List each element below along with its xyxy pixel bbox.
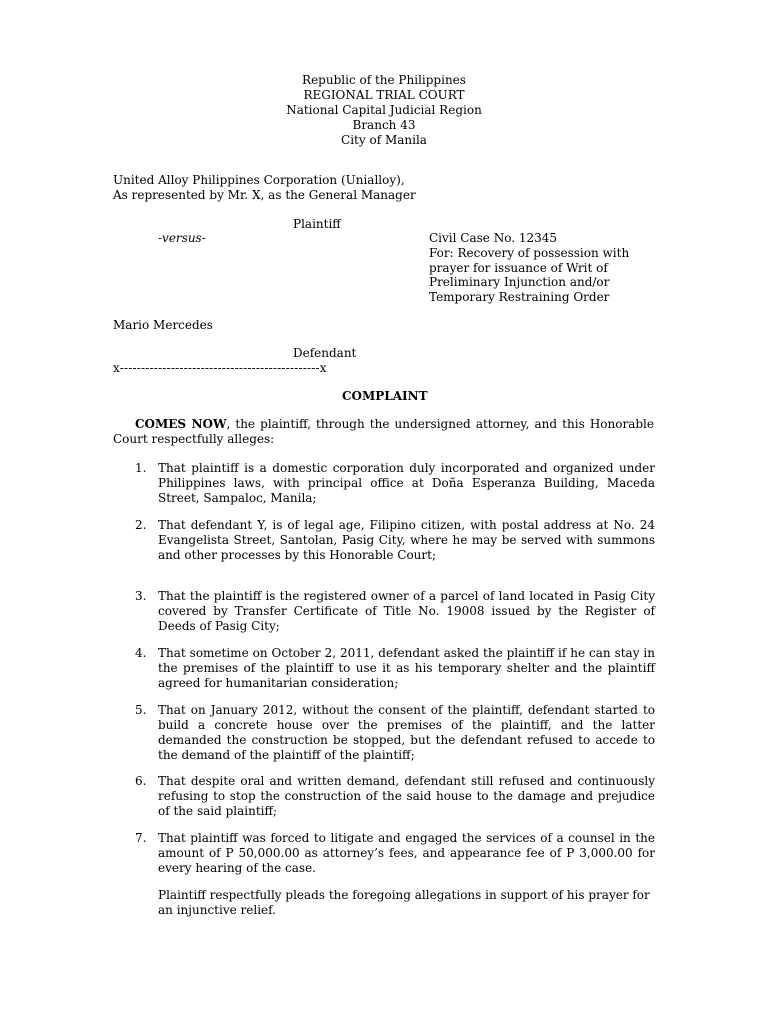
allegation-text: That defendant Y, is of legal age, Filipino citizen, with postal address at No. 24 Evangelista Street, Santolan, Pasig City, where he may be served with summons and other processes by this Honorable Court; <box>158 518 655 562</box>
court-header-line: Republic of the Philippines <box>302 73 466 87</box>
allegation-number: 2. <box>135 518 147 532</box>
allegation-text: That on January 2012, without the consent of the plaintiff, defendant started to build a concrete house over the premises of the plaintiff, and the latter demanded the construction be stopped, but the defendant refused to accede to the demand of the plaintiff of the plaintiff; <box>158 703 655 762</box>
court-header-line: National Capital Judicial Region <box>286 103 482 117</box>
allegation-text: That the plaintiff is the registered owner of a parcel of land located in Pasig City covered by Transfer Certificate of Title No. 19008 issued by the Register of Deeds of Pasig City; <box>158 589 655 633</box>
case-subject-line: prayer for issuance of Writ of <box>429 261 608 275</box>
plaintiff-representative: As represented by Mr. X, as the General Manager <box>113 188 416 202</box>
intro-paragraph <box>113 417 654 447</box>
versus-text: -versus- <box>158 231 206 245</box>
closing-paragraph: Plaintiff respectfully pleads the foregoing allegations in support of his prayer for an injunctive relief. <box>158 888 650 917</box>
court-header-line: Branch 43 <box>352 118 416 132</box>
allegation-text: That plaintiff was forced to litigate and engaged the services of a counsel in the amount of P 50,000.00 as attorney’s fees, and appearance fee of P 3,000.00 for every hearing of the case. <box>158 831 655 875</box>
allegation-text: That plaintiff is a domestic corporation duly incorporated and organized under Philippines laws, with principal office at Doña Esperanza Building, Maceda Street, Sampaloc, Manila; <box>158 461 655 505</box>
allegation-text: That despite oral and written demand, defendant still refused and continuously refusing to stop the construction of the said house to the damage and prejudice of the said plaintiff; <box>158 774 655 818</box>
court-header-line: City of Manila <box>341 133 427 147</box>
case-subject-line: Temporary Restraining Order <box>429 290 610 304</box>
allegation-number: 4. <box>135 646 147 660</box>
document-title: COMPLAINT <box>342 389 428 403</box>
case-number: Civil Case No. 12345 <box>429 231 558 245</box>
caption-separator: x-----------------------------------------------x <box>113 361 327 375</box>
allegation-number: 3. <box>135 589 147 603</box>
intro-lead: COMES NOW <box>135 417 227 431</box>
case-subject-line: Preliminary Injunction and/or <box>429 275 610 289</box>
case-subject-line: For: Recovery of possession with <box>429 246 630 260</box>
intro-text: , the plaintiff, through the undersigned attorney, and this Honorable Court respectfully alleges: <box>113 417 654 446</box>
allegation-number: 1. <box>135 461 147 475</box>
plaintiff-name: United Alloy Philippines Corporation (Unialloy), <box>113 173 405 187</box>
court-header <box>0 73 768 148</box>
defendant-name: Mario Mercedes <box>113 318 213 332</box>
defendant-label: Defendant <box>293 346 357 360</box>
court-header-line: REGIONAL TRIAL COURT <box>303 88 465 102</box>
allegation-number: 6. <box>135 774 147 788</box>
allegation-number: 5. <box>135 703 147 717</box>
allegation-number: 7. <box>135 831 147 845</box>
allegation-text: That sometime on October 2, 2011, defendant asked the plaintiff if he can stay in the premises of the plaintiff to use it as his temporary shelter and the plaintiff agreed for humanitarian consideration; <box>158 646 655 690</box>
plaintiff-label: Plaintiff <box>293 217 341 231</box>
